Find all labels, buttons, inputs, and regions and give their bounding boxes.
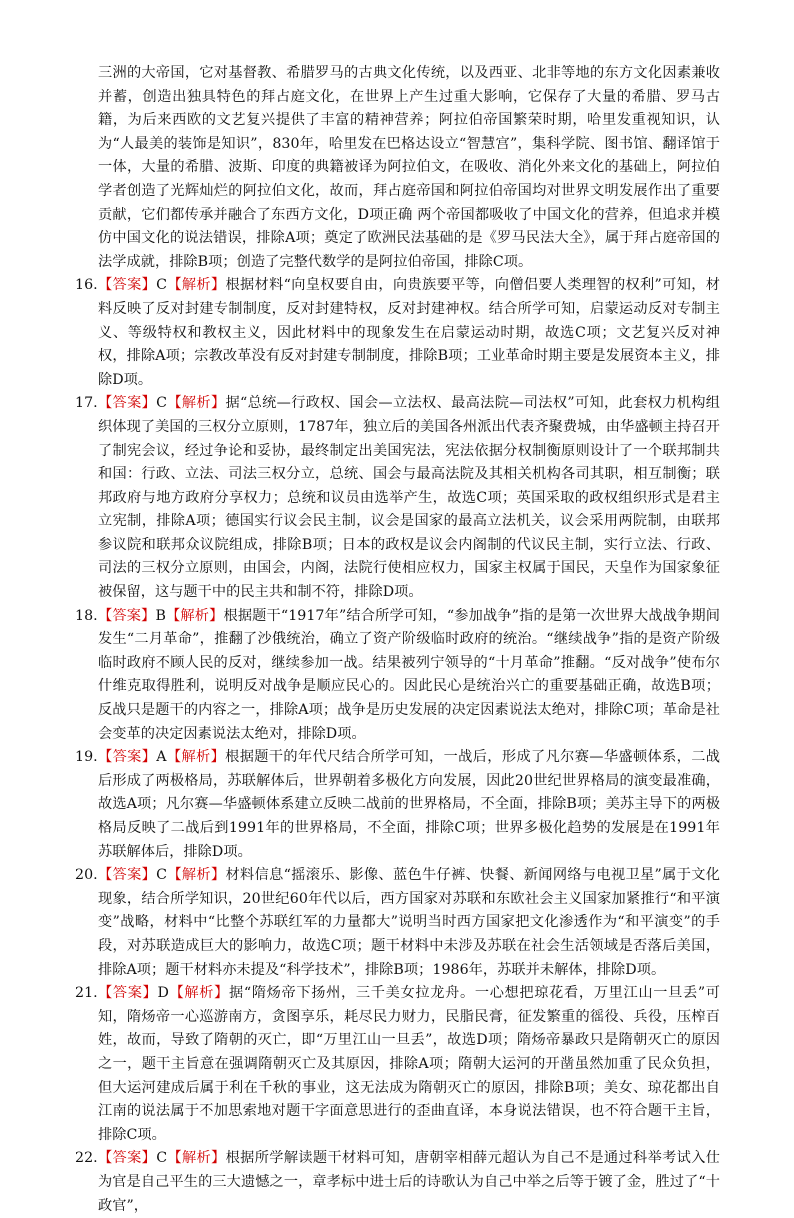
answer-tag: 【答案】: [98, 985, 158, 1002]
answer-tag: 【答案】: [98, 749, 157, 766]
question-number: 21.: [75, 985, 98, 1002]
answer-letter: C: [156, 277, 168, 294]
question-number: 20.: [75, 867, 98, 884]
answer-item: [75, 605, 721, 747]
answer-letter: A: [156, 749, 167, 766]
analysis-text: 据“隋炀帝下扬州，三千美女拉龙舟。一心想把琼花看，万里江山一旦丢”可知，隋炀帝一心巡游南方，贪图享乐，耗尽民力财力，民脂民膏，征发繁重的徭役、兵役，压榨百姓，故而，导致了隋朝的灭亡，即“万里江山一旦丢”，故选D项；隋炀帝暴政只是隋朝灭亡的原因之一，题干主旨意在强调隋朝灭亡及其原因，排除A项；隋朝大运河的开凿虽然加重了民众负担，但大运河建成后属于利在千秋的事业，这无法成为隋朝灭亡的原因，排除B项；美女、琼花都出自江南的说法属于不加思索地对题干字面意思进行的歪曲直译，本身说法错误，也不符合题干主旨，排除C项。: [98, 985, 720, 1143]
answer-list: [0, 274, 794, 1218]
analysis-text: 根据材料“向皇权要自由，向贵族要平等，向僧侣要人类理智的权利”可知，材料反映了反对封建专制制度，反对封建特权，反对封建神权。结合所学可知，启蒙运动反对专制主义、等级特权和教权主义，因此材料中的现象发生在启蒙运动时期，故选C项；文艺复兴反对神权，排除A项；宗教改革没有反对封建专制制度，排除B项；工业革命时期主要是发展资本主义，排除D项。: [98, 277, 720, 388]
document-page: [0, 62, 794, 1218]
answer-item: [75, 864, 720, 982]
analysis-tag: 【解析】: [166, 749, 226, 766]
question-number: 19.: [75, 749, 98, 766]
question-number: 18.: [75, 607, 98, 624]
analysis-tag: 【解析】: [167, 395, 226, 412]
question-number: 16.: [75, 277, 98, 294]
answer-item: [75, 1147, 721, 1218]
question-number: 17.: [75, 395, 98, 412]
answer-tag: 【答案】: [98, 395, 157, 412]
answer-item: [75, 274, 720, 392]
question-number: 22.: [75, 1150, 98, 1167]
answer-item: [75, 746, 721, 864]
analysis-tag: 【解析】: [165, 607, 224, 624]
answer-letter: C: [156, 1150, 168, 1167]
analysis-text: 根据题干“1917年”结合所学可知，“参加战争”指的是第一次世界大战战争期间发生“二月革命”，推翻了沙俄统治，确立了资产阶级临时政府的统治。“继续战争”指的是资产阶级临时政府不顾人民的反对，继续参加一战。结果被列宁领导的“十月革命”推翻。“反对战争”使布尔什维克取得胜利，说明反对战争是顺应民心的。因此民心是统治兴亡的重要基础正确，故选B项；反战只是题干的内容之一，排除A项；战争是历史发展的决定因素说法太绝对，排除C项；革命是社会变革的决定因素说法太绝对，排除D项。: [98, 607, 721, 742]
answer-tag: 【答案】: [98, 1150, 157, 1167]
analysis-tag: 【解析】: [168, 985, 230, 1002]
answer-tag: 【答案】: [98, 607, 156, 624]
analysis-text: 根据题干的年代尺结合所学可知，一战后，形成了凡尔赛—华盛顿体系，二战后形成了两极格局，苏联解体后，世界朝着多极化方向发展，因此20世纪世界格局的演变最准确，故选A项；凡尔赛—华盛顿体系建立反映二战前的世界格局，不全面，排除B项；美苏主导下的两极格局反映了二战后到1991年的世界格局，不全面，排除C项；世界多极化趋势的发展是在1991年苏联解体后，排除D项。: [98, 749, 721, 860]
analysis-text: 根据所学解读题干材料可知，唐朝宰相薛元超认为自己不是通过科举考试入仕为官是自己平生的三大遗憾之一，章孝标中进士后的诗歌认为自己中举之后等于镀了金，胜过了“十政官”，: [98, 1150, 721, 1214]
continuation-paragraph: 三洲的大帝国，它对基督教、希腊罗马的古典文化传统，以及西亚、北非等地的东方文化因素兼收并蓄，创造出独具特色的拜占庭文化，在世界上产生过重大影响，它保存了大量的希腊、罗马古籍，为后来西欧的文艺复兴提供了丰富的精神营养；阿拉伯帝国繁荣时期，哈里发重视知识，认为“人最美的装饰是知识”，830年，哈里发在巴格达设立“智慧宫”，集科学院、图书馆、翻译馆于一体，大量的希腊、波斯、印度的典籍被译为阿拉伯文，在吸收、消化外来文化的基础上，阿拉伯学者创造了光辉灿烂的阿拉伯文化，故而，拜占庭帝国和阿拉伯帝国均对世界文明发展作出了重要贡献，它们都传承并融合了东西方文化，D项正确 两个帝国都吸收了中国文化的营养，但追求并模仿中国文化的说法错误，排除A项；奠定了欧洲民法基础的是《罗马民法大全》，属于拜占庭帝国的法学成就，排除B项；创造了完整代数学的是阿拉伯帝国，排除C项。: [98, 65, 720, 270]
answer-letter: C: [156, 395, 168, 412]
analysis-text: 据“总统—行政权、国会—立法权、最高法院—司法权”可知，此套权力机构组织体现了美国的三权分立原则，1787年，独立后的美国各州派出代表齐聚费城，由华盛顿主持召开了制宪会议，经过争论和妥协，最终制定出美国宪法，宪法依据分权制衡原则设计了一个联邦制共和国：行政、立法、司法三权分立，总统、国会与最高法院及其相关机构各司其职，相互制衡；联邦政府与地方政府分享权力；总统和议员由选举产生，故选C项；英国采取的政权组织形式是君主立宪制，排除A项；德国实行议会民主制，议会是国家的最高立法机关，议会采用两院制，由联邦参议院和联邦众议院组成，排除B项；日本的政权是议会内阁制的代议民主制，实行立法、行政、司法的三权分立原则，由国会，内阁，法院行使相应权力，国家主权属于国民，天皇作为国家象征被保留，这与题干中的民主共和制不符，排除D项。: [98, 395, 720, 601]
answer-tag: 【答案】: [98, 867, 157, 884]
analysis-text: 材料信息“摇滚乐、影像、蓝色牛仔裤、快餐、新闻网络与电视卫星”属于文化现象，结合所学知识，20世纪60年代以后，西方国家对苏联和东欧社会主义国家加紧推行“和平演变”战略，材料中“比整个苏联红军的力量都大”说明当时西方国家把文化渗透作为“和平演变”的手段，对苏联造成巨大的影响力，故选C项；题干材料中未涉及苏联在社会生活领域是否落后美国，排除A项；题干材料亦未提及“科学技术”，排除B项；1986年，苏联并未解体，排除D项。: [98, 867, 720, 978]
analysis-tag: 【解析】: [167, 867, 226, 884]
answer-letter: C: [156, 867, 168, 884]
analysis-tag: 【解析】: [167, 1150, 226, 1167]
answer-tag: 【答案】: [98, 277, 157, 294]
answer-letter: B: [155, 607, 166, 624]
analysis-tag: 【解析】: [167, 277, 226, 294]
answer-item: [75, 392, 720, 604]
answer-letter: D: [157, 985, 169, 1002]
